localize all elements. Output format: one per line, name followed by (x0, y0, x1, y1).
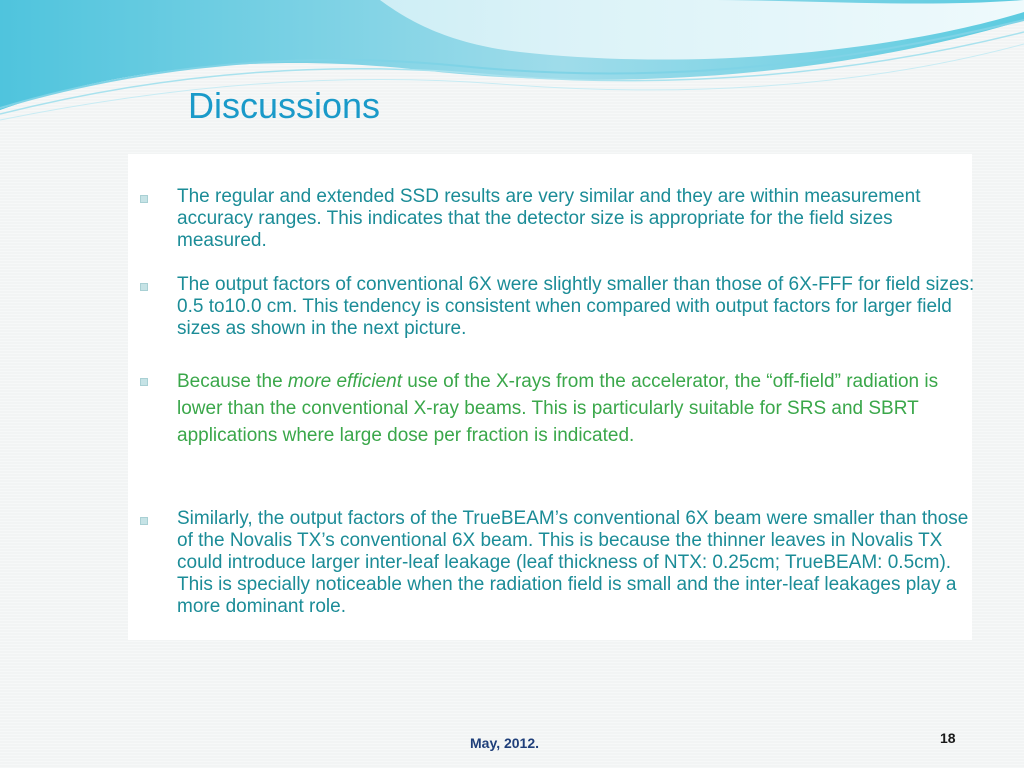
square-bullet-icon (140, 283, 148, 291)
square-bullet-icon (140, 195, 148, 203)
bullet-text-prefix: Because the (177, 371, 288, 392)
bullet-text (177, 368, 975, 449)
page-title: Discussions (188, 85, 381, 126)
square-bullet-icon (140, 517, 148, 525)
page-number: 18 (940, 730, 956, 746)
bullet-text-suffix: use of the X-rays from the accelerator, the “off-field” radiation is lower than the conventional X-ray beams. This is particularly suitable for SRS and SBRT applications where large dose per fraction is indicated. (177, 371, 939, 446)
emphasis-text: more efficient (287, 371, 402, 392)
header-wave-decoration (0, 0, 1024, 130)
bullet-text: The regular and extended SSD results are very similar and they are within measurement accuracy ranges. This indicates that the detector size is appropriate for the field sizes measured. (177, 186, 921, 251)
content-panel (128, 154, 975, 640)
bullet-text: The output factors of conventional 6X were slightly smaller than those of 6X-FFF for field sizes: 0.5 to10.0 cm. This tendency is consistent when compared with output factors for larger field sizes as shown in the next picture. (177, 274, 975, 339)
square-bullet-icon (140, 378, 148, 386)
bullet-text: Similarly, the output factors of the TrueBEAM’s conventional 6X beam were smaller than those of the Novalis TX’s conventional 6X beam. This is because the thinner leaves in Novalis TX could introduce larger inter-leaf leakage (leaf thickness of NTX: 0.25cm; TrueBEAM: 0.5cm). This is specially noticeable when the radiation field is small and the inter-leaf leakages play a more dominant role. (177, 508, 969, 617)
footer-date: May, 2012. (470, 735, 540, 751)
